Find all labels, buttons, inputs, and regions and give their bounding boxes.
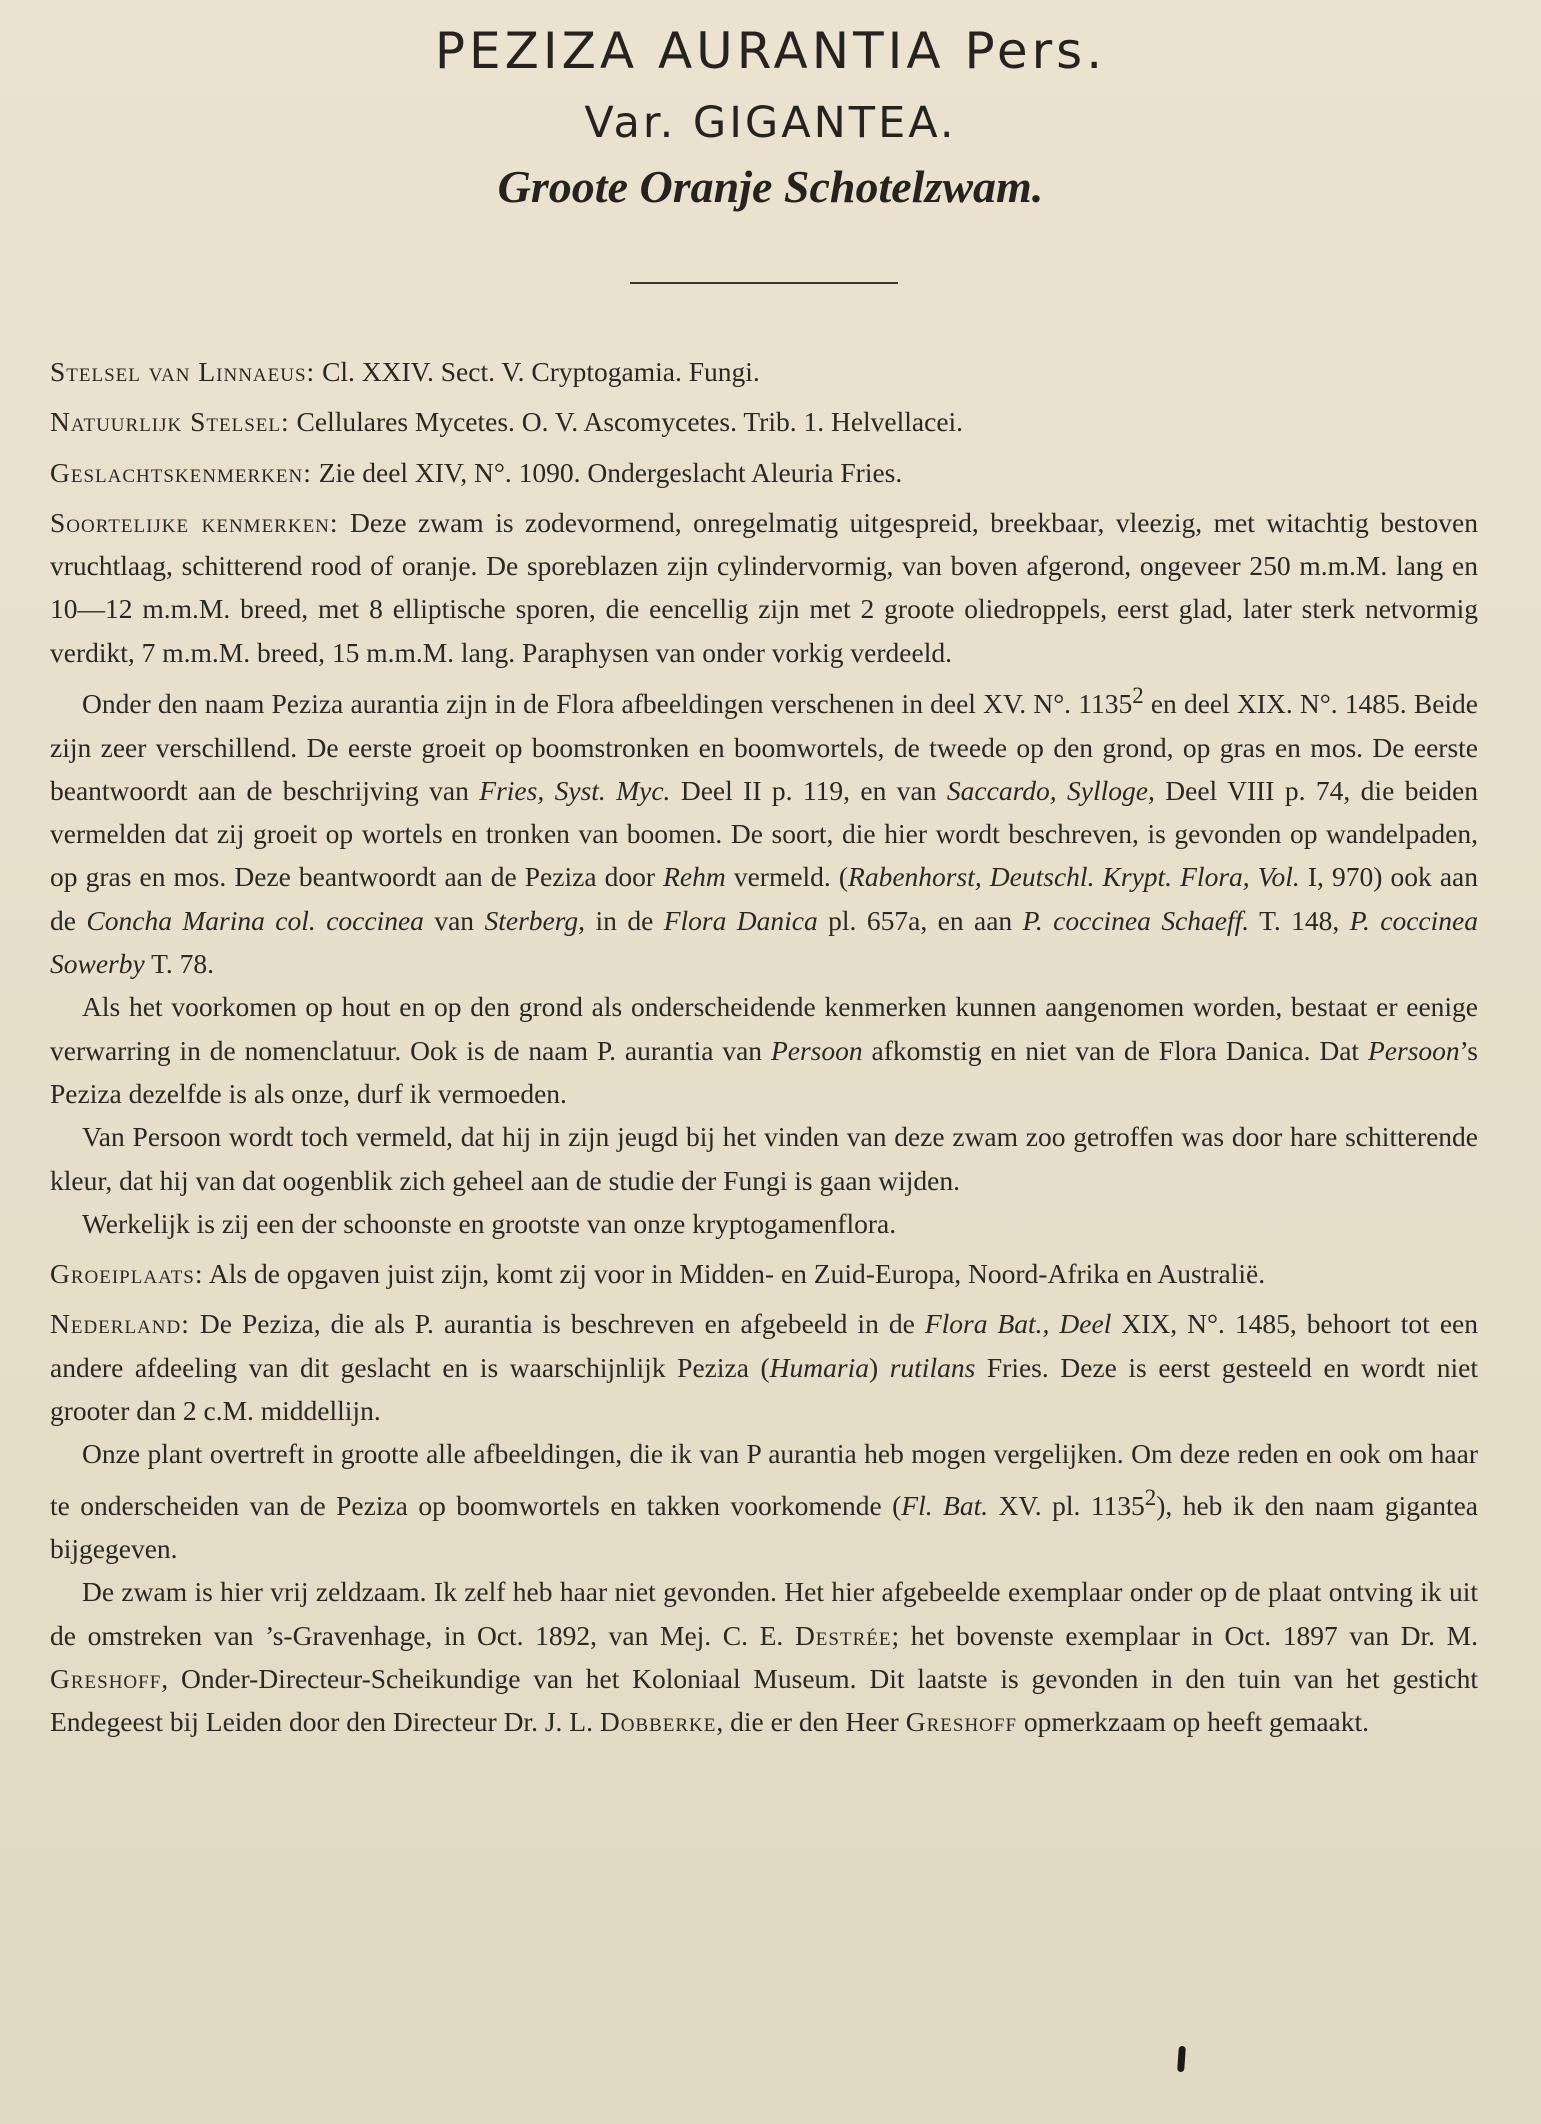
italic-reference: rutilans	[889, 1351, 976, 1383]
italic-reference: Persoon	[770, 1034, 863, 1066]
text-run: T. 148,	[1249, 904, 1350, 936]
ink-smudge	[1177, 2046, 1186, 2072]
text-run: )	[868, 1351, 890, 1383]
text-run: Als het voorkomen op hout en op den grond als onderscheidende kenmerken kunnen aangenomen worden, bestaat er eenige verwarring in de nomenclatuur. Ook is de naam P. aurantia van	[50, 991, 1478, 1066]
text-run: en deel XIX. N°. 1485. Beide zijn zeer verschillend. De eerste groeit op boomstronken en boomwortels, de tweede op den grond, op gras en mos. De eerste beantwoordt aan de beschrijving van	[50, 688, 1478, 806]
paragraph-persoon: Van Persoon wordt toch vermeld, dat hij in zijn jeugd bij het vinden van deze zwam zoo getroffen was door hare schitterende kleur, dat hij van dat oogenblik zich geheel aan de studie der Fungi is gaan wijden.	[50, 1121, 1478, 1196]
paragraph-nomenclature	[50, 985, 1478, 1115]
section-label: Geslachtskenmerken:	[50, 456, 312, 488]
italic-reference: Persoon	[1367, 1034, 1460, 1066]
text-run: De zwam is hier vrij zeldzaam. Ik zelf heb haar niet gevonden. Het hier afgebeelde exemplaar onder op de plaat ontving ik uit de omstreken van ’s-Gravenhage, in Oct. 1892, van Mej. C. E.	[50, 1576, 1478, 1651]
article-body	[50, 350, 1478, 1744]
text-run: Deel VIII p. 74, die beiden vermelden dat zij groeit op wortels en tronken van boomen. De soort, die hier wordt beschreven, is gevonden op wandelpaden, op gras en mos. Deze beantwoordt aan de Peziza door	[50, 774, 1478, 893]
superscript: 2	[1132, 683, 1144, 709]
text-run: afkomstig en niet van de Flora Danica. Dat	[862, 1034, 1368, 1066]
italic-reference: Rehm	[663, 861, 726, 893]
paragraph-text: Zie deel XIV, N°. 1090. Ondergeslacht Aleuria Fries.	[311, 456, 903, 488]
person-name: Dobberke	[599, 1706, 717, 1738]
italic-reference: Sterberg,	[484, 904, 586, 936]
text-run: De Peziza, die als P. aurantia is beschreven en afgebeeld in de	[189, 1308, 925, 1340]
italic-reference: Fries, Syst. Myc.	[479, 774, 671, 806]
section-label: Nederland:	[50, 1308, 190, 1340]
paragraph-species-characters	[50, 501, 1478, 674]
paragraph-names	[50, 674, 1478, 985]
paragraph-genus-characters	[50, 451, 1478, 494]
section-label: Natuurlijk Stelsel:	[50, 406, 290, 438]
text-run: Onze plant overtreft in grootte alle afbeeldingen, die ik van P aurantia heb mogen vergelijken. Om deze reden en ook om haar te onderscheiden van de Peziza op boomwortels en takken voorkomende (	[50, 1438, 1478, 1521]
italic-reference: P. coccinea Schaeff.	[1022, 904, 1250, 936]
italic-reference: Humaria	[769, 1351, 869, 1383]
italic-reference: Rabenhorst, Deutschl. Krypt. Flora, Vol.	[848, 861, 1300, 893]
person-name: Greshoff	[905, 1706, 1018, 1738]
text-run: XV. pl. 1135	[988, 1489, 1145, 1521]
paragraph-text: Als de opgaven juist zijn, komt zij voor in Midden- en Zuid-Europa, Noord-Afrika en Australië.	[203, 1258, 1266, 1290]
text-run: , die er den Heer	[716, 1706, 906, 1738]
italic-reference: Saccardo, Sylloge,	[946, 774, 1155, 806]
text-run: pl. 657a, en aan	[817, 904, 1023, 936]
italic-reference: P. coccinea Sowerby	[50, 904, 1478, 980]
title-divider	[630, 282, 898, 284]
paragraph-text: Cellulares Mycetes. O. V. Ascomycetes. Trib. 1. Helvellacei.	[289, 406, 964, 438]
person-name: Destrée	[794, 1619, 892, 1651]
text-run: , Onder-Directeur-Scheikundige van het Koloniaal Museum. Dit laatste is gevonden in den tuin van het gesticht Endegeest bij Leiden door den Directeur Dr. J. L.	[50, 1662, 1478, 1738]
paragraph-gigantea	[50, 1432, 1478, 1570]
text-run: in de	[585, 904, 664, 936]
common-name-title: Groote Oranje Schotelzwam.	[497, 161, 1044, 212]
paragraph-habitat	[50, 1252, 1478, 1295]
text-run: XIX, N°. 1485, behoort tot een andere afdeeling van dit geslacht en is waarschijnlijk Peziza (	[50, 1308, 1478, 1383]
superscript: 2	[1144, 1484, 1157, 1510]
text-run: Deel II p. 119, en van	[670, 774, 947, 806]
italic-reference: Concha Marina col. coccinea	[86, 904, 424, 936]
paragraph-text: Deze zwam is zodevormend, onregelmatig uitgespreid, breekbaar, vleezig, met witachtig bestoven vruchtlaag, schitterend rood of oranje. De sporeblazen zijn cylindervormig, van boven afgerond, ongeveer 250 m.m.M. lang en 10—12 m.m.M. breed, met 8 elliptische sporen, die eencellig zijn met 2 groote oliedroppels, eerst glad, later sterk netvormig verdikt, 7 m.m.M. breed, 15 m.m.M. lang. Paraphysen van onder vorkig verdeeld.	[50, 506, 1478, 668]
text-run: van	[423, 904, 485, 936]
text-run: Fries. Deze is eerst gesteeld en wordt niet grooter dan 2 c.M. middellijn.	[50, 1351, 1478, 1426]
text-run: opmerkzaam op heeft gemaakt.	[1017, 1706, 1370, 1738]
paragraph-beauty: Werkelijk is zij een der schoonste en grootste van onze kryptogamenflora.	[82, 1207, 897, 1239]
text-run: Onder den naam Peziza aurantia zijn in de Flora afbeeldingen verschenen in deel XV. N°. 1135	[82, 688, 1133, 720]
paragraph-text: Cl. XXIV. Sect. V. Cryptogamia. Fungi.	[315, 356, 760, 387]
text-run: T. 78.	[144, 948, 214, 980]
italic-reference: Flora Danica	[663, 904, 818, 936]
italic-reference: Flora Bat., Deel	[924, 1308, 1112, 1340]
text-run: ), heb ik den naam gigantea bijgegeven.	[50, 1489, 1478, 1565]
section-label: Groeiplaats:	[50, 1258, 204, 1290]
text-run: vermeld. (	[725, 861, 849, 893]
text-run: I, 970) ook aan de	[50, 861, 1478, 936]
variety-title: Var. GIGANTEA.	[584, 98, 957, 148]
paragraph-specimens	[50, 1570, 1478, 1743]
section-label: Stelsel van Linnaeus:	[50, 356, 316, 387]
paragraph-natural-system	[50, 400, 1478, 443]
section-label: Soortelijke kenmerken:	[50, 506, 339, 538]
italic-reference: Fl. Bat.	[901, 1489, 989, 1521]
paragraph-linnaeus	[50, 350, 1478, 393]
paragraph-netherlands	[50, 1302, 1478, 1432]
person-name: Greshoff	[50, 1662, 162, 1694]
text-run: ; het bovenste exemplaar in Oct. 1897 van Dr. M.	[891, 1619, 1478, 1651]
text-run: ’s Peziza dezelfde is als onze, durf ik vermoeden.	[50, 1034, 1478, 1109]
page-title: PEZIZA AURANTIA Pers.	[434, 22, 1107, 80]
